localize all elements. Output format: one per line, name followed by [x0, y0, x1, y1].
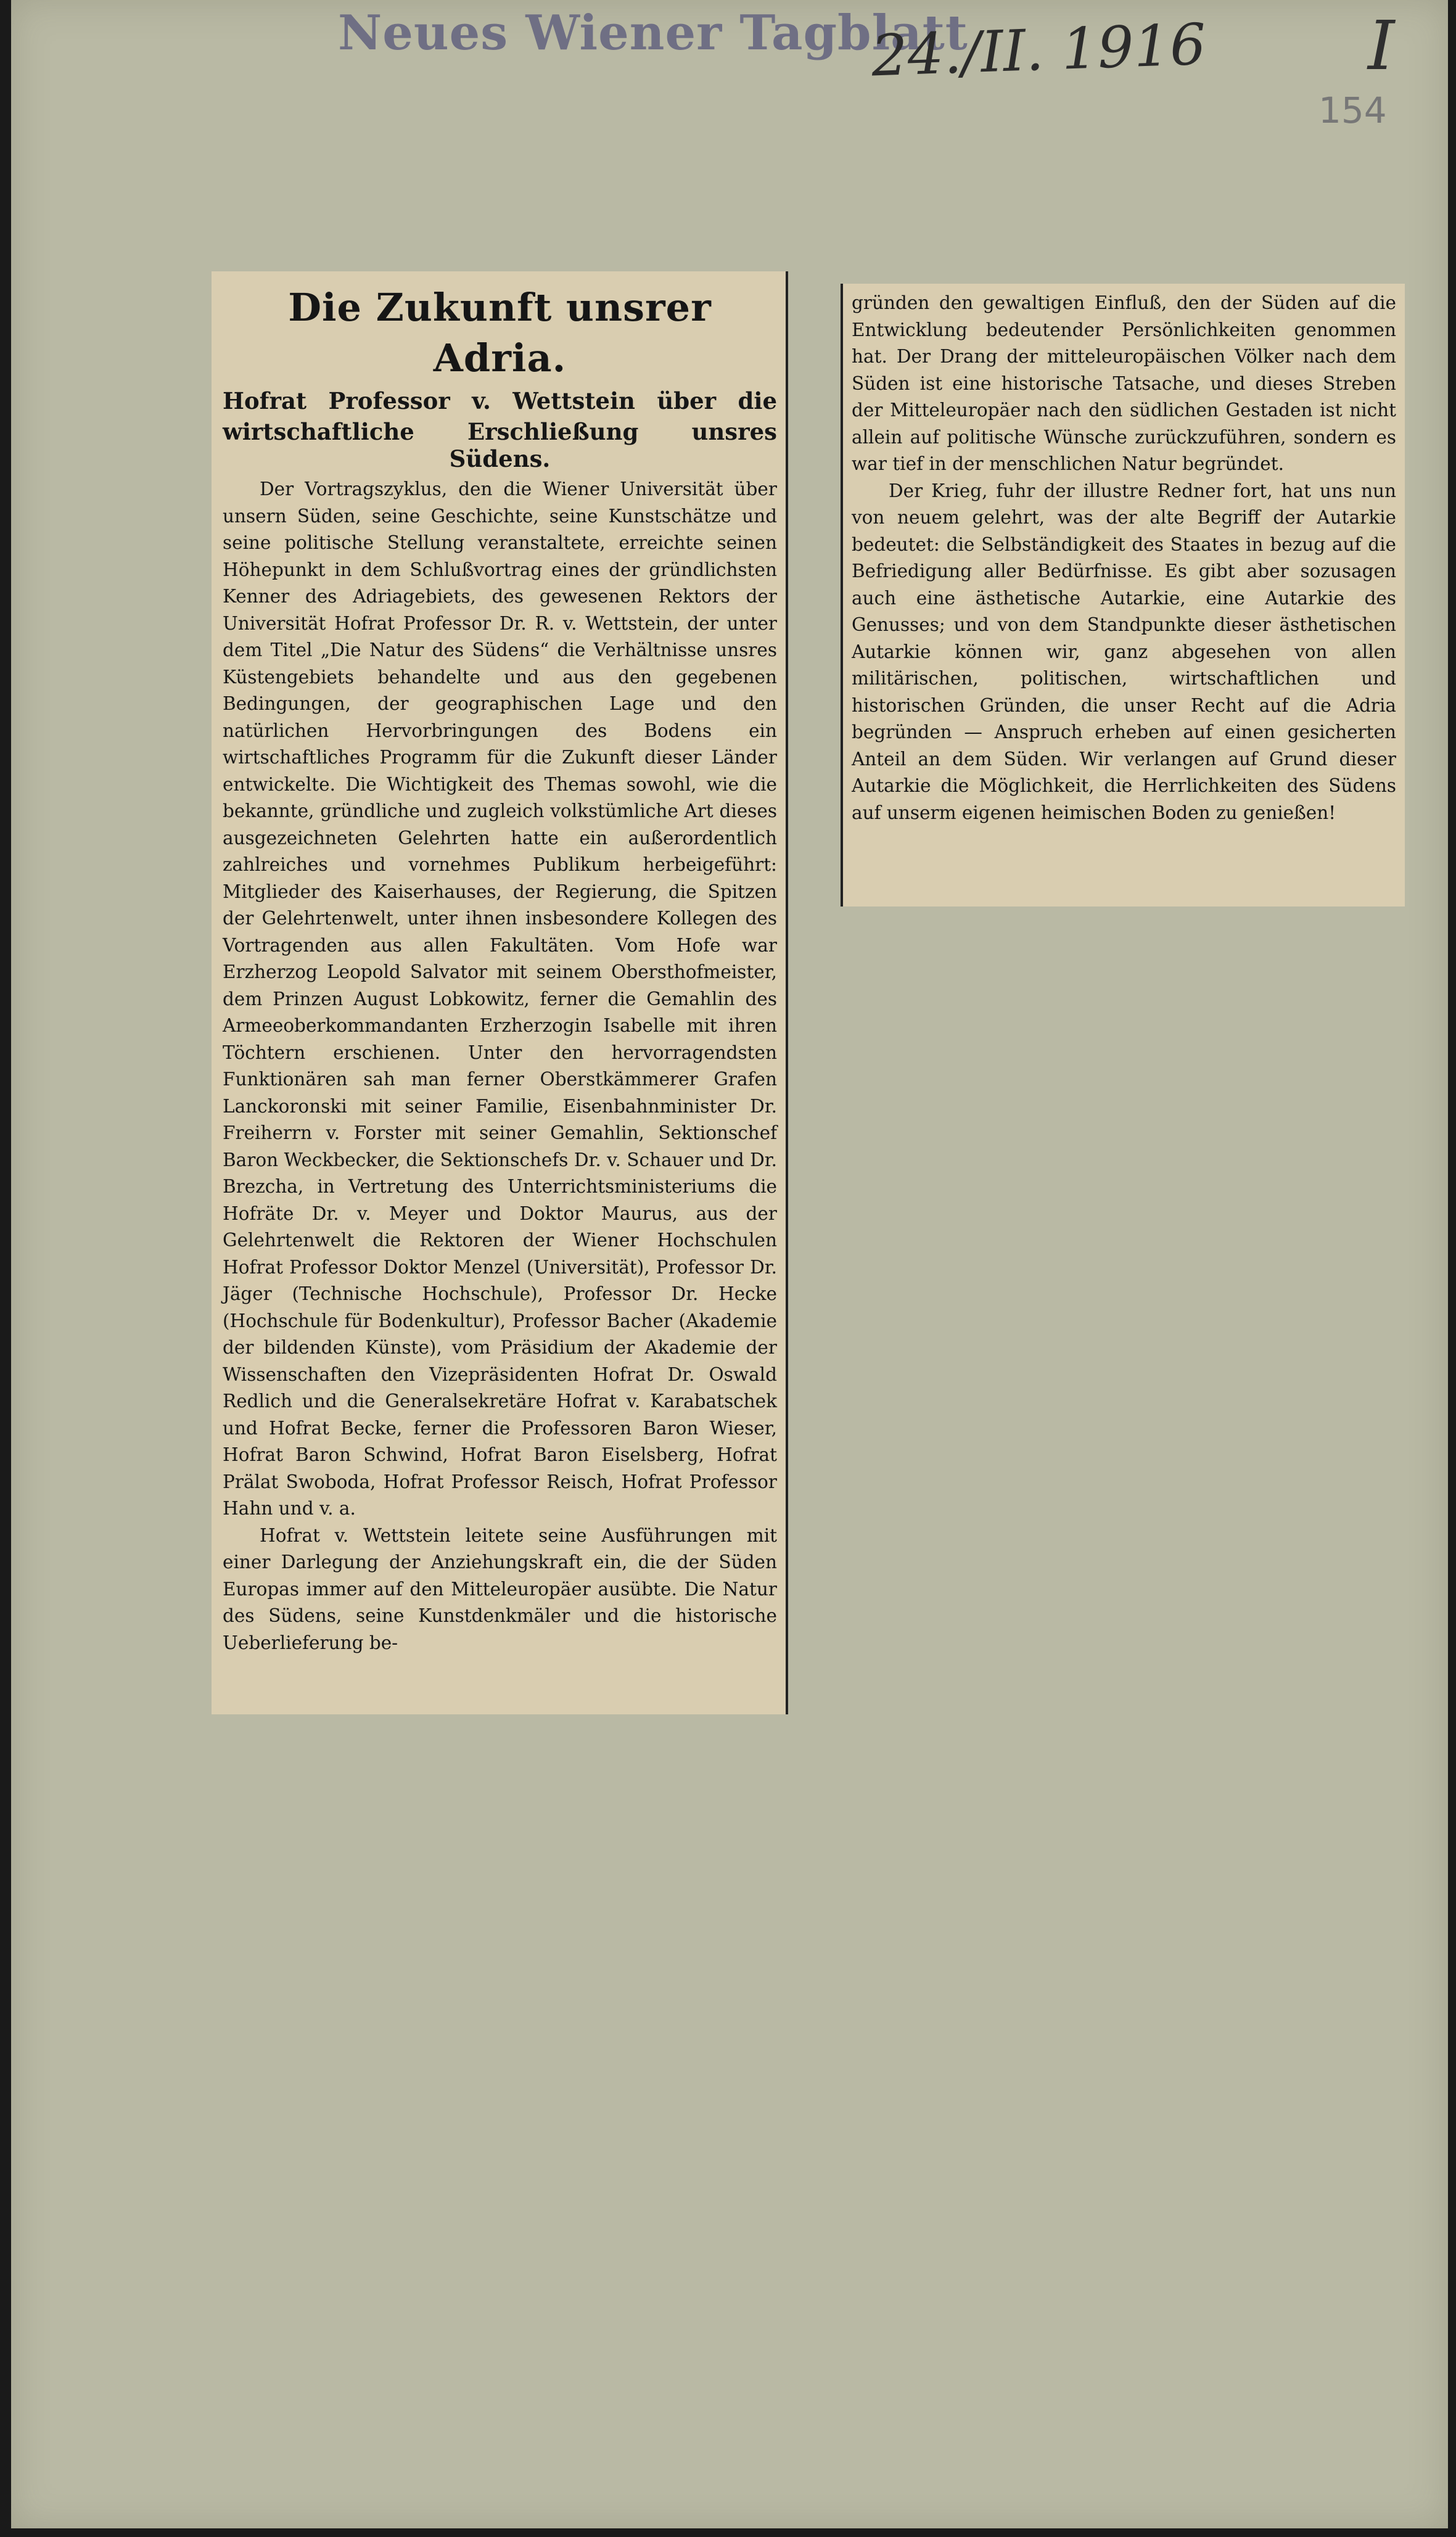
- left-paragraph-2: Hofrat v. Wettstein leitete seine Ausführungen mit einer Darlegung der Anziehungskraft ein, die der Süden Europas immer auf den Mitteleuropäer ausübte. Die Natur des Südens, seine Kunstdenkmäler und die historische Ueberlieferung be-: [223, 1524, 777, 1653]
- newspaper-stamp: Neues Wiener Tagblatt: [338, 5, 968, 61]
- left-column-body: [223, 476, 777, 1656]
- right-paragraph-2: Der Krieg, fuhr der illustre Redner fort, hat uns nun von neuem gelehrt, was der alte Begriff der Autarkie bedeutet: die Selbständigkeit des Staates in bezug auf die Befriedigung aller Bedürfnisse. Es gibt aber sozusagen auch eine ästhetische Autarkie, eine Autarkie des Genusses; und von dem Standpunkte dieser ästhetischen Autarkie können wir, ganz abgesehen von allen militärischen, politischen, wirtschaftlichen und historischen Gründen, die unser Recht auf die Adria begründen — Anspruch erheben auf einen gesicherten Anteil an dem Süden. Wir verlangen auf Grund dieser Autarkie die Möglichkeit, die Herrlichkeiten des Südens auf unserm eigenen heimischen Boden zu genießen!: [852, 480, 1396, 823]
- right-paragraph-1: gründen den gewaltigen Einfluß, den der Süden auf die Entwicklung bedeutender Persönlichkeiten genommen hat. Der Drang der mitteleuropäischen Völker nach dem Süden ist eine historische Tatsache, und dieses Streben der Mitteleuropäer nach den südlichen Gestaden ist nicht allein auf politische Wünsche zurückzuführen, sondern es war tief in der menschlichen Natur begründet.: [852, 292, 1396, 474]
- clipping-right-column: [841, 284, 1405, 907]
- article-headline: Die Zukunft unsrer Adria.: [288, 285, 712, 380]
- handwritten-date: 24./II. 1916: [870, 11, 1207, 89]
- archive-sheet: [11, 0, 1448, 2528]
- left-paragraph-1: Der Vortragszyklus, den die Wiener Universität über unsern Süden, seine Geschichte, seine Kunstschätze und seine politische Stellung veranstaltete, erreichte seinen Höhepunkt in dem Schlußvortrag eines der gründlichsten Kenner des Adriagebiets, des gewesenen Rektors der Universität Hofrat Professor Dr. R. v. Wettstein, der unter dem Titel „Die Natur des Südens“ die Verhältnisse unsres Küstengebiets behandelte und aus den gegebenen Bedingungen, der geographischen Lage und den natürlichen Hervorbringungen des Bodens ein wirtschaftliches Programm für die Zukunft dieser Länder entwickelte. Die Wichtigkeit des Themas sowohl, wie die bekannte, gründliche und zugleich volkstümliche Art dieses ausgezeichneten Gelehrten hatte ein außerordentlich zahlreiches und vornehmes Publikum herbeigeführt: Mitglieder des Kaiserhauses, der Regierung, die Spitzen der Gelehrtenwelt, unter ihnen insbesondere Kollegen des Vortragenden aus allen Fakultäten. Vom Hofe war Erzherzog Leopold Salvator mit seinem Obersthofmeister, dem Prinzen August Lobkowitz, ferner die Gemahlin des Armeeoberkommandanten Erzherzogin Isabelle mit ihren Töchtern erschienen. Unter den hervorragendsten Funktionären sah man ferner Oberstkämmerer Grafen Lanckoronski mit seiner Familie, Eisenbahnminister Dr. Freiherrn v. Forster mit seiner Gemahlin, Sektionschef Baron Weckbecker, die Sektionschefs Dr. v. Schauer und Dr. Brezcha, in Vertretung des Unterrichtsministeriums die Hofräte Dr. v. Meyer und Doktor Maurus, aus der Gelehrtenwelt die Rektoren der Wiener Hochschulen Hofrat Professor Doktor Menzel (Universität), Professor Dr. Jäger (Technische Hochschule), Professor Dr. Hecke (Hochschule für Bodenkultur), Professor Bacher (Akademie der bildenden Künste), vom Präsidium der Akademie der Wissenschaften den Vizepräsidenten Hofrat Dr. Oswald Redlich und die Generalsekretäre Hofrat v. Karabatschek und Hofrat Becke, ferner die Professoren Baron Wieser, Hofrat Baron Schwind, Hofrat Baron Eiselsberg, Hofrat Prälat Swoboda, Hofrat Professor Reisch, Hofrat Professor Hahn und v. a.: [223, 479, 777, 1519]
- right-column-body: [852, 290, 1396, 826]
- article-subhead-line2: wirtschaftliche Erschließung unsres Südens.: [223, 418, 777, 472]
- clipping-left-column: [212, 271, 788, 1714]
- folio-number: 154: [1318, 89, 1387, 131]
- roman-numeral: I: [1368, 6, 1395, 85]
- article-subhead-line1: Hofrat Professor v. Wettstein über die: [223, 387, 777, 414]
